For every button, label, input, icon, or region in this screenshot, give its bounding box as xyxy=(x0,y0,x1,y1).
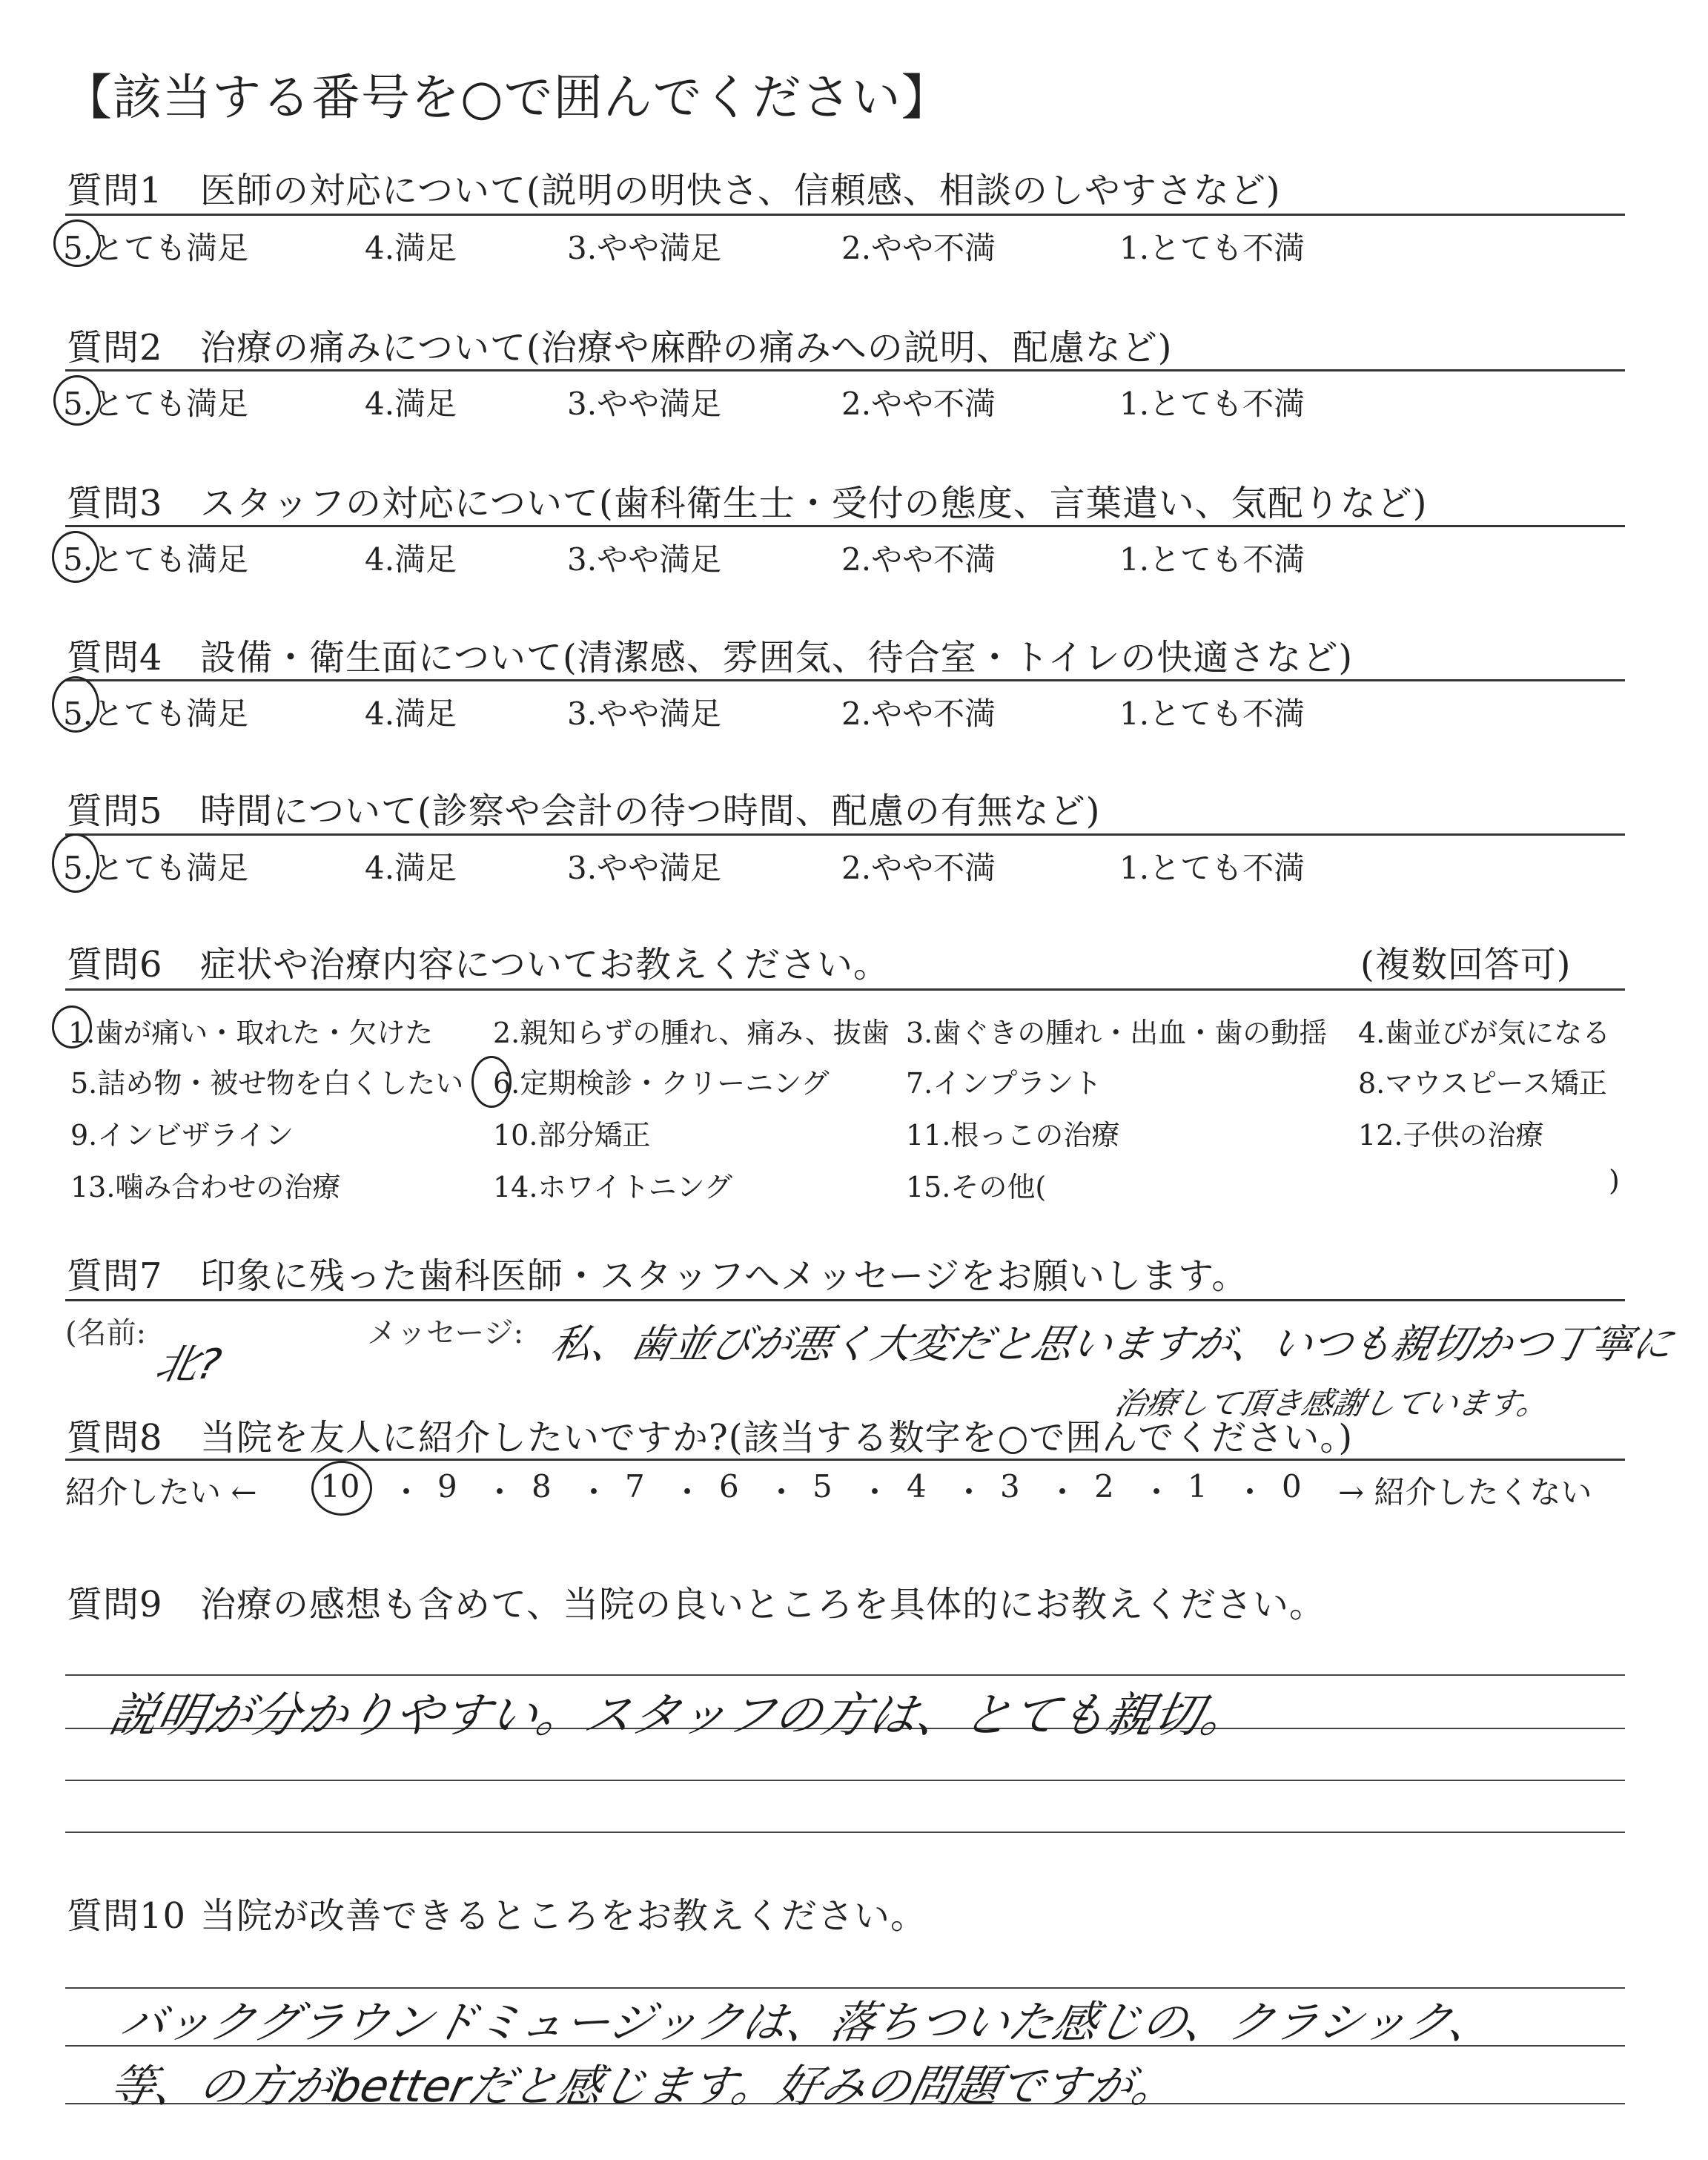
q6-text: 症状や治療内容についてお教えください。 xyxy=(200,944,890,985)
q1-selection-circle xyxy=(53,219,101,267)
q3-text: スタッフの対応について(歯科衛生士・受付の態度、言葉遣い、気配りなど) xyxy=(200,483,1428,524)
q8-selection-circle xyxy=(311,1461,372,1516)
q7-message-label: メッセージ: xyxy=(367,1316,524,1350)
q6-note: (複数回答可) xyxy=(1360,944,1572,985)
q7-message-line1[interactable]: 私、歯並びが悪く大変だと思いますが、いつも親切かつ丁寧に xyxy=(546,1321,1678,1367)
q3-option-3[interactable]: 3.やや満足 xyxy=(567,541,722,578)
q10-answer-line2[interactable]: 等、の方がbetterだと感じます。好みの問題ですが。 xyxy=(105,2061,1183,2113)
q8-dot: ・ xyxy=(391,1474,423,1510)
q6-item-6[interactable]: 6.定期検診・クリーニング xyxy=(493,1067,830,1100)
q8-number-6[interactable]: 6 xyxy=(719,1468,739,1505)
q3-label: 質問3 xyxy=(67,483,163,524)
q8-dot: ・ xyxy=(953,1474,985,1510)
q4-label: 質問4 xyxy=(67,637,163,678)
q4-option-1[interactable]: 1.とても不満 xyxy=(1119,696,1305,732)
q7-rule xyxy=(65,1299,1625,1301)
q8-number-0[interactable]: 0 xyxy=(1282,1468,1302,1505)
q8-dot: ・ xyxy=(1047,1474,1079,1510)
q3-option-5[interactable]: 5.とても満足 xyxy=(63,541,249,578)
q1-option-5[interactable]: 5.とても満足 xyxy=(63,230,249,266)
q7-message-line2[interactable]: 治療して頂き感謝しています。 xyxy=(1111,1385,1553,1421)
q8-right-label: → 紹介したくない xyxy=(1338,1474,1592,1510)
q6-item-11[interactable]: 11.根っこの治療 xyxy=(906,1119,1120,1152)
q6-item-4[interactable]: 4.歯並びが気になる xyxy=(1358,1017,1611,1049)
q2-option-1[interactable]: 1.とても不満 xyxy=(1119,386,1305,422)
q8-dot: ・ xyxy=(484,1474,516,1510)
q8-number-8[interactable]: 8 xyxy=(532,1468,552,1505)
q8-number-5[interactable]: 5 xyxy=(812,1468,833,1505)
q1-option-4[interactable]: 4.満足 xyxy=(365,230,457,266)
q6-item-1[interactable]: 1.歯が痛い・取れた・欠けた xyxy=(68,1017,434,1049)
q7-name-value[interactable]: 北? xyxy=(151,1341,225,1389)
q10-label: 質問10 xyxy=(67,1895,187,1937)
q9-answer-line xyxy=(65,1780,1625,1781)
q8-left-label: 紹介したい ← xyxy=(65,1474,257,1510)
q8-dot: ・ xyxy=(1141,1474,1173,1510)
q2-option-4[interactable]: 4.満足 xyxy=(365,386,457,422)
q8-rule xyxy=(65,1459,1625,1461)
q8-number-2[interactable]: 2 xyxy=(1094,1468,1114,1505)
q6-item-3[interactable]: 3.歯ぐきの腫れ・出血・歯の動揺 xyxy=(906,1017,1328,1049)
q9-answer-line xyxy=(65,1674,1625,1676)
q6-item-10[interactable]: 10.部分矯正 xyxy=(493,1119,651,1152)
q6-selection-circle-1 xyxy=(52,1005,92,1048)
q7-text: 印象に残った歯科医師・スタッフへメッセージをお願いします。 xyxy=(200,1255,1248,1297)
q2-label: 質問2 xyxy=(67,327,163,369)
page-title: 【該当する番号を○で囲んでください】 xyxy=(63,69,951,126)
q2-rule xyxy=(65,369,1625,371)
q7-name-label: (名前: xyxy=(65,1316,147,1350)
q3-selection-circle xyxy=(52,531,99,583)
q5-rule xyxy=(65,833,1625,836)
q8-number-1[interactable]: 1 xyxy=(1188,1468,1208,1505)
q6-item-8[interactable]: 8.マウスピース矯正 xyxy=(1358,1067,1607,1100)
q8-dot: ・ xyxy=(578,1474,610,1510)
q4-option-5[interactable]: 5.とても満足 xyxy=(63,696,249,732)
q8-number-3[interactable]: 3 xyxy=(1000,1468,1020,1505)
q8-number-7[interactable]: 7 xyxy=(625,1468,645,1505)
q3-rule xyxy=(65,525,1625,527)
q6-item-7[interactable]: 7.インプラント xyxy=(906,1067,1102,1100)
q1-option-2[interactable]: 2.やや不満 xyxy=(841,230,996,266)
q8-number-10[interactable]: 10 xyxy=(320,1468,360,1505)
q1-option-3[interactable]: 3.やや満足 xyxy=(567,230,722,266)
q5-option-3[interactable]: 3.やや満足 xyxy=(567,850,722,886)
q3-option-1[interactable]: 1.とても不満 xyxy=(1119,541,1305,578)
q8-number-9[interactable]: 9 xyxy=(437,1468,457,1505)
q2-option-3[interactable]: 3.やや満足 xyxy=(567,386,722,422)
q1-option-1[interactable]: 1.とても不満 xyxy=(1119,230,1305,266)
q6-selection-circle-6 xyxy=(471,1056,512,1108)
q4-option-3[interactable]: 3.やや満足 xyxy=(567,696,722,732)
q8-dot: ・ xyxy=(672,1474,704,1510)
q8-text: 当院を友人に紹介したいですか?(該当する数字を○で囲んでください。) xyxy=(200,1417,1354,1459)
q6-item-9[interactable]: 9.インビザライン xyxy=(70,1119,294,1152)
q4-option-4[interactable]: 4.満足 xyxy=(365,696,457,732)
q9-text: 治療の感想も含めて、当院の良いところを具体的にお教えください。 xyxy=(200,1584,1326,1625)
q6-item-12[interactable]: 12.子供の治療 xyxy=(1358,1119,1544,1152)
q5-selection-circle xyxy=(52,833,99,893)
q5-option-2[interactable]: 2.やや不満 xyxy=(841,850,996,886)
q10-text: 当院が改善できるところをお教えください。 xyxy=(200,1895,927,1937)
q1-label: 質問1 xyxy=(67,170,163,211)
q3-option-2[interactable]: 2.やや不満 xyxy=(841,541,996,578)
q8-label: 質問8 xyxy=(67,1417,163,1459)
q5-label: 質問5 xyxy=(67,790,163,832)
q7-label: 質問7 xyxy=(67,1255,163,1297)
q2-selection-circle xyxy=(53,375,101,426)
q1-text: 医師の対応について(説明の明快さ、信頼感、相談のしやすさなど) xyxy=(200,170,1281,211)
q2-option-2[interactable]: 2.やや不満 xyxy=(841,386,996,422)
q4-rule xyxy=(65,679,1625,681)
q3-option-4[interactable]: 4.満足 xyxy=(365,541,457,578)
q8-dot: ・ xyxy=(859,1474,891,1510)
q10-answer-line1[interactable]: バックグラウンドミュージックは、落ちついた感じの、クラシック、 xyxy=(116,1997,1500,2049)
q6-item-13[interactable]: 13.噛み合わせの治療 xyxy=(70,1171,341,1203)
q9-answer-line xyxy=(65,1832,1625,1833)
q4-option-2[interactable]: 2.やや不満 xyxy=(841,696,996,732)
q6-item-14[interactable]: 14.ホワイトニング xyxy=(493,1171,733,1203)
q2-option-5[interactable]: 5.とても満足 xyxy=(63,386,249,422)
q9-answer[interactable]: 説明が分かりやすい。スタッフの方は、とても親切。 xyxy=(104,1688,1255,1743)
q8-dot: ・ xyxy=(766,1474,798,1510)
q5-option-4[interactable]: 4.満足 xyxy=(365,850,457,886)
q6-label: 質問6 xyxy=(67,944,163,985)
q5-text: 時間について(診察や会計の待つ時間、配慮の有無など) xyxy=(200,790,1101,832)
q6-item-15[interactable]: 15.その他( xyxy=(906,1171,1047,1203)
q5-option-1[interactable]: 1.とても不満 xyxy=(1119,850,1305,886)
q6-item-15-close: ) xyxy=(1609,1164,1620,1197)
q9-label: 質問9 xyxy=(67,1584,163,1625)
q2-text: 治療の痛みについて(治療や麻酔の痛みへの説明、配慮など) xyxy=(200,327,1173,369)
q5-option-5[interactable]: 5.とても満足 xyxy=(63,850,249,886)
q1-rule xyxy=(65,214,1625,216)
q6-item-2[interactable]: 2.親知らずの腫れ、痛み、抜歯 xyxy=(493,1017,890,1049)
q6-rule xyxy=(65,988,1625,991)
q8-dot: ・ xyxy=(1234,1474,1266,1510)
q8-number-4[interactable]: 4 xyxy=(907,1468,927,1505)
q4-text: 設備・衛生面について(清潔感、雰囲気、待合室・トイレの快適さなど) xyxy=(200,637,1354,678)
q4-selection-circle xyxy=(52,676,99,733)
q6-item-5[interactable]: 5.詰め物・被せ物を白くしたい xyxy=(70,1067,464,1100)
